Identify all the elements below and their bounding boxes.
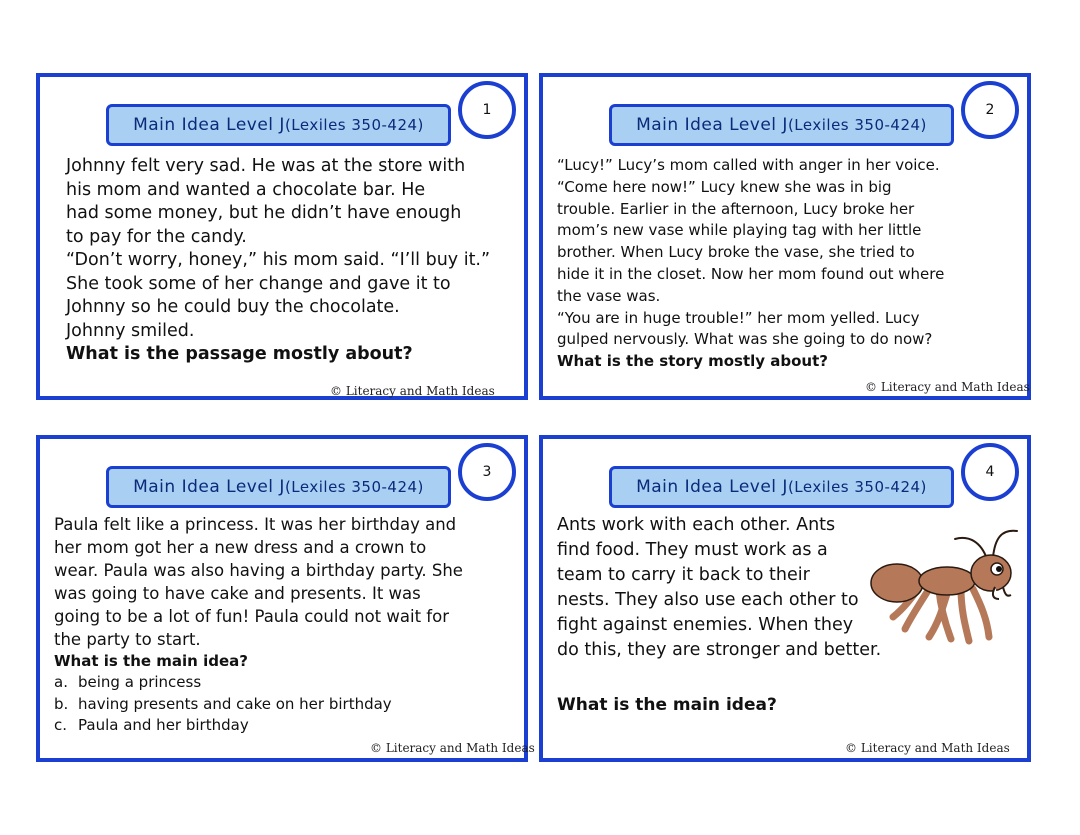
title-main: Main Idea Level J: [133, 115, 285, 135]
card-4: [539, 435, 1031, 762]
card-2: [539, 73, 1031, 400]
passage: [66, 155, 490, 367]
passage-line: the party to start.: [54, 630, 201, 649]
answer-option-a: [54, 672, 463, 694]
title-lexile: (Lexiles 350-424): [284, 478, 424, 496]
ant-illustration: [869, 517, 1024, 647]
question-block: [557, 695, 777, 715]
option-text: Paula and her birthday: [78, 716, 249, 734]
card-number-badge: [961, 443, 1019, 501]
passage-line: Johnny felt very sad. He was at the store with: [66, 156, 466, 176]
passage-line: hide it in the closet. Now her mom found out where: [557, 264, 945, 283]
card-number-badge: [961, 81, 1019, 139]
option-text: having presents and cake on her birthday: [78, 694, 392, 713]
title-lexile: (Lexiles 350-424): [284, 116, 424, 134]
passage-line: brother. When Lucy broke the vase, she tried to: [557, 243, 915, 262]
copyright-credit: © Literacy and Math Ideas: [845, 741, 1010, 755]
question: What is the story mostly about?: [557, 352, 828, 371]
passage-line: find food. They must work as a: [557, 540, 828, 560]
passage-line: to pay for the candy.: [66, 226, 247, 247]
passage-line: “Come here now!” Lucy knew she was in big: [557, 177, 892, 196]
option-letter: a.: [54, 673, 68, 691]
option-text: being a princess: [78, 673, 202, 691]
passage-line: Paula felt like a princess. It was her birthday and: [54, 515, 457, 534]
answer-option-c: [54, 715, 463, 737]
question: What is the passage mostly about?: [66, 344, 413, 364]
question: What is the main idea?: [557, 695, 777, 715]
question: What is the main idea?: [54, 652, 248, 670]
option-letter: b.: [54, 694, 69, 713]
passage-line: “You are in huge trouble!” her mom yelled. Lucy: [557, 308, 920, 327]
copyright-credit: © Literacy and Math Ideas: [370, 741, 535, 755]
passage-line: gulped nervously. What was she going to do now?: [557, 330, 933, 349]
passage-line: do this, they are stronger and better.: [557, 640, 882, 660]
passage-line: She took some of her change and gave it to: [66, 273, 451, 294]
card-number: 2: [985, 102, 995, 118]
passage-line: trouble. Earlier in the afternoon, Lucy broke her: [557, 199, 915, 218]
passage-line: Johnny smiled.: [66, 320, 195, 341]
passage-line: his mom and wanted a chocolate bar. He: [66, 179, 426, 200]
passage: [557, 513, 881, 663]
title-main: Main Idea Level J: [636, 477, 788, 497]
title-lexile: (Lexiles 350-424): [787, 478, 927, 496]
passage-line: nests. They also use each other to: [557, 590, 859, 610]
title-main: Main Idea Level J: [636, 115, 788, 135]
passage-line: her mom got her a new dress and a crown to: [54, 538, 427, 557]
card-number-badge: [458, 443, 516, 501]
card-number: 4: [985, 464, 995, 480]
answer-option-b: [54, 694, 463, 716]
passage-line: “Don’t worry, honey,” his mom said. “I’ll buy it.”: [66, 250, 491, 270]
title-main: Main Idea Level J: [133, 477, 285, 497]
passage-line: Johnny so he could buy the chocolate.: [66, 297, 400, 317]
card-number: 3: [482, 464, 492, 480]
title-lexile: (Lexiles 350-424): [787, 116, 927, 134]
card-title: [609, 466, 954, 508]
option-letter: c.: [54, 716, 68, 734]
card-3: [36, 435, 535, 762]
passage-line: going to be a lot of fun! Paula could not wait for: [54, 607, 449, 626]
passage-line: “Lucy!” Lucy’s mom called with anger in her voice.: [557, 156, 940, 174]
card-number-badge: [458, 81, 516, 139]
passage: [557, 155, 944, 373]
passage-line: Ants work with each other. Ants: [557, 515, 836, 535]
passage-line: mom’s new vase while playing tag with her little: [557, 221, 922, 240]
passage-line: wear. Paula was also having a birthday party. She: [54, 561, 463, 580]
passage-line: was going to have cake and presents. It was: [54, 584, 421, 603]
card-1: [36, 73, 528, 400]
passage: [54, 513, 463, 737]
answer-options: [54, 672, 463, 737]
card-title: [106, 466, 451, 508]
copyright-credit: © Literacy and Math Ideas: [865, 380, 1030, 394]
passage-line: the vase was.: [557, 286, 661, 305]
card-title: [609, 104, 954, 146]
card-number: 1: [482, 102, 492, 118]
passage-line: fight against enemies. When they: [557, 615, 854, 635]
copyright-credit: © Literacy and Math Ideas: [330, 384, 495, 398]
passage-line: team to carry it back to their: [557, 565, 810, 585]
passage-line: had some money, but he didn’t have enough: [66, 203, 462, 223]
card-title: [106, 104, 451, 146]
